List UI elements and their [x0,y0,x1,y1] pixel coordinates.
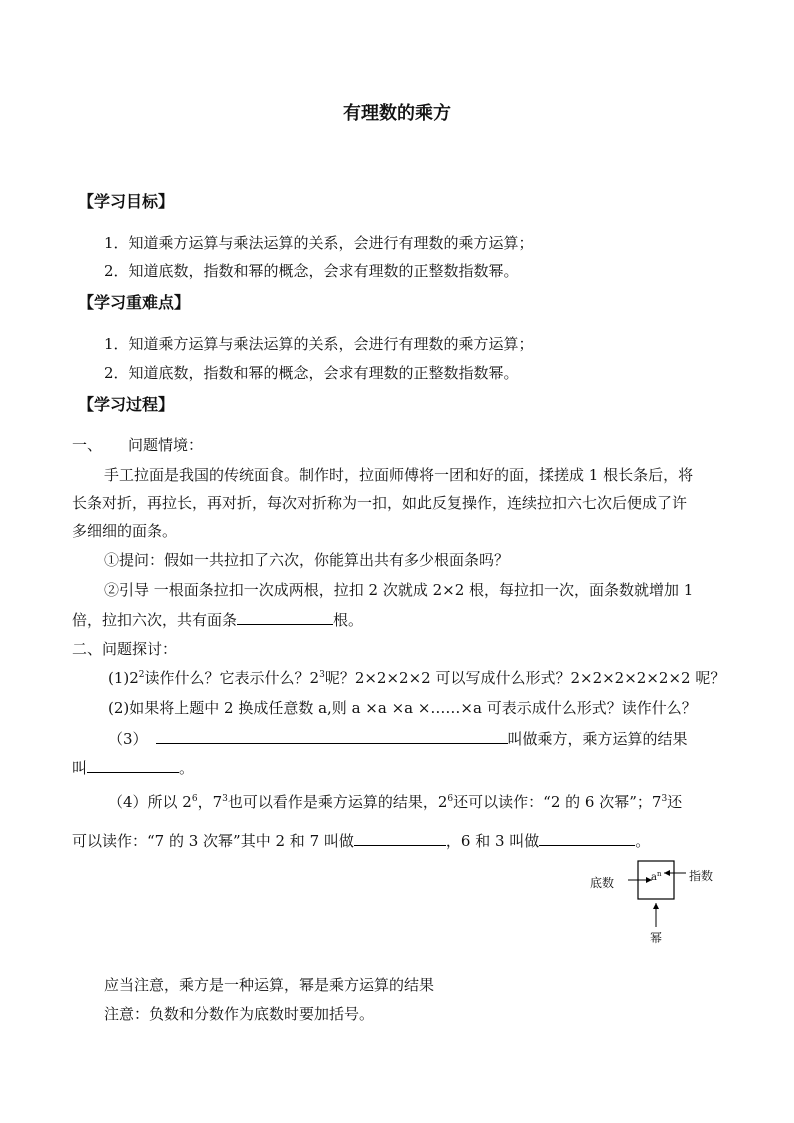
part1-question-2-line1: ②引导 一根面条拉扣一次成两根，拉扣 2 次就成 2×2 根，每拉扣一次，面条数就增加 1 [104,581,694,599]
part1-title: 问题情境： [128,436,204,454]
power-diagram [588,855,724,947]
answer-blank-noodles[interactable] [237,609,333,625]
part1-paragraph-line2: 长条对折，再拉长，再对折，每次对折称为一扣，如此反复操作，连续拉扣六七次后便成了许 [72,494,688,512]
part1-paragraph-line1: 手工拉面是我国的传统面食。制作时，拉面师傅将一团和好的面，揉搓成 1 根长条后，将 [104,466,694,484]
part2-item-4-line1: （4）所以 $2^6$，$7^3$也可以看作是乘方运算的结果，$2^6$还可以读作：“2 的 6 次幂”；$7^3$还 [108,793,683,811]
key-point-item-2: 2．知道底数，指数和幂的概念，会求有理数的正整数指数幂。 [104,364,519,382]
note-2: 注意：负数和分数作为底数时要加括号。 [104,1005,375,1023]
part2-label: 二、问题探讨： [72,640,178,658]
diagram-power-label: 幂 [650,931,663,945]
part1-question-1: ①提问：假如一共拉扣了六次，你能算出共有多少根面条吗？ [104,551,510,569]
part2-item-2: (2)如果将上题中 2 换成任意数 a,则 a ×a ×a ×……×a 可表示成什么形式？读作什么？ [108,699,697,717]
note-1: 应当注意，乘方是一种运算，幂是乘方运算的结果 [104,976,435,994]
process-heading: 【学习过程】 [78,395,175,414]
part2-item-4-line2: 可以读作：“7 的 3 次幂”其中 2 和 7 叫做 ，6 和 3 叫做 。 [72,832,651,850]
diagram-exponent-label: 指数 [689,869,714,883]
key-points-heading: 【学习重难点】 [78,293,191,312]
answer-blank-result[interactable] [87,757,179,773]
answer-blank-definition[interactable] [156,728,508,744]
part1-question-2-line2: 倍，拉扣六次，共有面条 根。 [72,611,364,629]
part2-item-3-line1: （3） 叫做乘方，乘方运算的结果 [108,730,688,748]
diagram-base-label: 底数 [590,876,615,890]
diagram-box-expression: $a^n$ [651,870,662,883]
key-point-item-1: 1．知道乘方运算与乘法运算的关系，会进行有理数的乘方运算； [104,335,534,353]
part2-item-3-line2: 叫 。 [72,759,195,777]
goal-item-2: 2．知道底数，指数和幂的概念，会求有理数的正整数指数幂。 [104,262,519,280]
part2-item-1: $(1)2^2$读作什么？它表示什么？$2^3$呢？2×2×2×2 可以写成什么形式？2×2×2×2×2×2 呢？ [108,669,726,687]
goals-heading: 【学习目标】 [78,192,175,211]
page-title: 有理数的乘方 [343,103,451,124]
answer-blank-exponent[interactable] [539,830,635,846]
part1-paragraph-line3: 多细细的面条。 [72,522,178,540]
goal-item-1: 1．知道乘方运算与乘法运算的关系，会进行有理数的乘方运算； [104,234,534,252]
answer-blank-base[interactable] [354,830,446,846]
part1-label: 一、 [72,436,103,454]
